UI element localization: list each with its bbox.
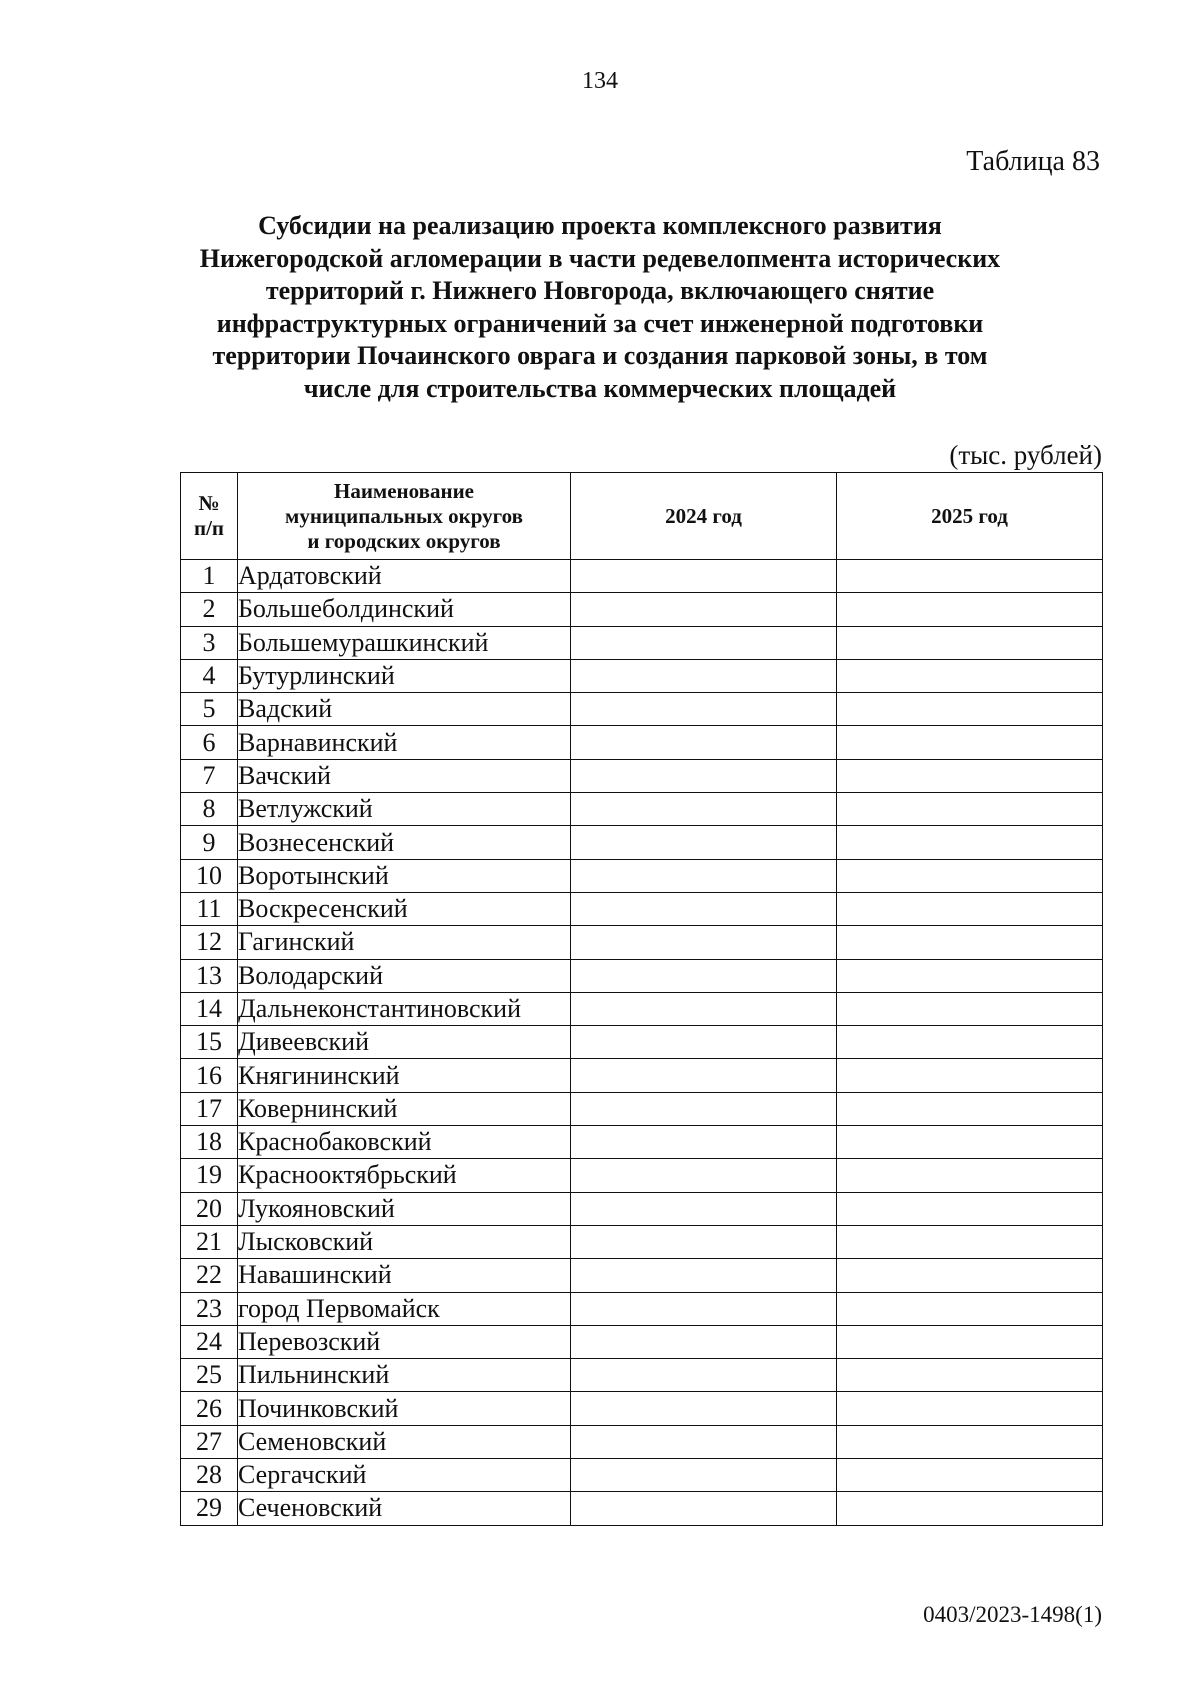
title-line: Субсидии на реализацию проекта комплексного развития <box>258 211 942 240</box>
row-number: 5 <box>181 693 238 726</box>
row-value-2025 <box>837 659 1103 692</box>
row-name: Большемурашкинский <box>238 626 571 659</box>
row-value-2024 <box>571 1292 837 1325</box>
row-value-2024 <box>571 560 837 593</box>
table-row <box>181 726 1103 759</box>
row-value-2025 <box>837 759 1103 792</box>
row-value-2024 <box>571 1259 837 1292</box>
row-number: 1 <box>181 560 238 593</box>
table-row <box>181 1026 1103 1059</box>
table-row <box>181 1192 1103 1225</box>
row-name: Лысковский <box>238 1225 571 1258</box>
table-row <box>181 1492 1103 1525</box>
row-name: Сеченовский <box>238 1492 571 1525</box>
row-value-2024 <box>571 1459 837 1492</box>
row-value-2024 <box>571 892 837 925</box>
row-name: Княгининский <box>238 1059 571 1092</box>
row-number: 19 <box>181 1159 238 1192</box>
row-value-2024 <box>571 659 837 692</box>
table-row <box>181 759 1103 792</box>
row-value-2025 <box>837 793 1103 826</box>
header-name: Наименование муниципальных округов и городских округов <box>238 473 571 560</box>
row-value-2025 <box>837 1392 1103 1425</box>
row-value-2024 <box>571 1126 837 1159</box>
row-name: Починковский <box>238 1392 571 1425</box>
row-value-2025 <box>837 1292 1103 1325</box>
row-value-2024 <box>571 1492 837 1525</box>
row-name: Большеболдинский <box>238 593 571 626</box>
table-row <box>181 1425 1103 1458</box>
row-value-2025 <box>837 1126 1103 1159</box>
row-name: Дальнеконстантиновский <box>238 992 571 1025</box>
row-number: 7 <box>181 759 238 792</box>
table-row <box>181 560 1103 593</box>
row-value-2025 <box>837 1026 1103 1059</box>
row-name: Ветлужский <box>238 793 571 826</box>
table-row <box>181 1359 1103 1392</box>
table-row <box>181 659 1103 692</box>
row-number: 25 <box>181 1359 238 1392</box>
subsidy-table <box>180 472 1103 1526</box>
page-number: 134 <box>582 68 618 94</box>
table-row <box>181 1259 1103 1292</box>
row-number: 22 <box>181 1259 238 1292</box>
table-row <box>181 826 1103 859</box>
document-code: 0403/2023-1498(1) <box>923 1602 1102 1627</box>
row-name: Навашинский <box>238 1259 571 1292</box>
row-name: Бутурлинский <box>238 659 571 692</box>
row-value-2025 <box>837 1092 1103 1125</box>
table-row <box>181 1126 1103 1159</box>
row-name: Семеновский <box>238 1425 571 1458</box>
row-number: 2 <box>181 593 238 626</box>
row-value-2024 <box>571 793 837 826</box>
row-value-2025 <box>837 892 1103 925</box>
row-value-2025 <box>837 560 1103 593</box>
row-value-2024 <box>571 1425 837 1458</box>
table-row <box>181 1225 1103 1258</box>
table-row <box>181 1092 1103 1125</box>
row-value-2025 <box>837 693 1103 726</box>
table-row <box>181 1392 1103 1425</box>
row-number: 10 <box>181 859 238 892</box>
title-line: числе для строительства коммерческих площадей <box>303 373 897 403</box>
row-value-2025 <box>837 1459 1103 1492</box>
row-value-2024 <box>571 1325 837 1358</box>
row-value-2025 <box>837 992 1103 1025</box>
row-value-2024 <box>571 926 837 959</box>
row-name: Володарский <box>238 959 571 992</box>
table-header-row <box>181 473 1103 560</box>
row-value-2024 <box>571 1225 837 1258</box>
row-number: 21 <box>181 1225 238 1258</box>
table-row <box>181 926 1103 959</box>
row-number: 23 <box>181 1292 238 1325</box>
row-value-2024 <box>571 593 837 626</box>
row-name: Сергачский <box>238 1459 571 1492</box>
header-2024: 2024 год <box>571 473 837 560</box>
row-name: Воротынский <box>238 859 571 892</box>
row-name: Вознесенский <box>238 826 571 859</box>
row-value-2025 <box>837 1325 1103 1358</box>
table-row <box>181 1059 1103 1092</box>
row-number: 18 <box>181 1126 238 1159</box>
row-number: 12 <box>181 926 238 959</box>
row-value-2024 <box>571 1092 837 1125</box>
row-value-2024 <box>571 1059 837 1092</box>
row-value-2025 <box>837 726 1103 759</box>
row-value-2024 <box>571 959 837 992</box>
row-value-2024 <box>571 992 837 1025</box>
row-name: Ардатовский <box>238 560 571 593</box>
row-value-2025 <box>837 826 1103 859</box>
title-line: Нижегородской агломерации в части редевелопмента исторических <box>199 243 1001 273</box>
title-line: территории Почаинского оврага и создания парковой зоны, в том <box>212 341 988 370</box>
row-number: 24 <box>181 1325 238 1358</box>
row-value-2024 <box>571 1392 837 1425</box>
row-number: 4 <box>181 659 238 692</box>
table-row <box>181 593 1103 626</box>
row-value-2024 <box>571 1159 837 1192</box>
row-value-2024 <box>571 826 837 859</box>
row-value-2025 <box>837 1225 1103 1258</box>
row-name: Перевозский <box>238 1325 571 1358</box>
title-line: инфраструктурных ограничений за счет инженерной подготовки <box>216 308 984 338</box>
row-value-2024 <box>571 1026 837 1059</box>
row-value-2025 <box>837 1059 1103 1092</box>
row-name: Дивеевский <box>238 1026 571 1059</box>
row-name: Краснооктябрьский <box>238 1159 571 1192</box>
table-row <box>181 1159 1103 1192</box>
row-name: Воскресенский <box>238 892 571 925</box>
row-name: город Первомайск <box>238 1292 571 1325</box>
row-value-2025 <box>837 1425 1103 1458</box>
table-row <box>181 793 1103 826</box>
row-number: 26 <box>181 1392 238 1425</box>
row-value-2024 <box>571 1192 837 1225</box>
row-name: Варнавинский <box>238 726 571 759</box>
document-title <box>190 210 1010 405</box>
table-row <box>181 1292 1103 1325</box>
row-value-2024 <box>571 759 837 792</box>
row-number: 29 <box>181 1492 238 1525</box>
table-row <box>181 959 1103 992</box>
row-name: Вачский <box>238 759 571 792</box>
row-value-2025 <box>837 859 1103 892</box>
row-value-2025 <box>837 1259 1103 1292</box>
row-number: 14 <box>181 992 238 1025</box>
table-row <box>181 859 1103 892</box>
row-number: 3 <box>181 626 238 659</box>
table-row <box>181 892 1103 925</box>
row-value-2024 <box>571 1359 837 1392</box>
row-name: Лукояновский <box>238 1192 571 1225</box>
row-number: 13 <box>181 959 238 992</box>
table-row <box>181 693 1103 726</box>
table-row <box>181 1325 1103 1358</box>
row-value-2025 <box>837 1192 1103 1225</box>
row-number: 6 <box>181 726 238 759</box>
row-number: 16 <box>181 1059 238 1092</box>
row-value-2024 <box>571 626 837 659</box>
title-line: территорий г. Нижнего Новгорода, включающего снятие <box>265 276 935 305</box>
row-name: Вадский <box>238 693 571 726</box>
row-value-2025 <box>837 926 1103 959</box>
row-value-2025 <box>837 1159 1103 1192</box>
row-number: 27 <box>181 1425 238 1458</box>
row-value-2025 <box>837 1359 1103 1392</box>
header-2025: 2025 год <box>837 473 1103 560</box>
row-value-2025 <box>837 626 1103 659</box>
table-row <box>181 1459 1103 1492</box>
row-value-2025 <box>837 1492 1103 1525</box>
row-number: 11 <box>181 892 238 925</box>
table-number: Таблица 83 <box>966 146 1100 177</box>
row-value-2025 <box>837 593 1103 626</box>
row-number: 28 <box>181 1459 238 1492</box>
row-value-2024 <box>571 693 837 726</box>
table-row <box>181 626 1103 659</box>
row-name: Ковернинский <box>238 1092 571 1125</box>
row-number: 20 <box>181 1192 238 1225</box>
row-value-2024 <box>571 859 837 892</box>
header-number: № п/п <box>181 473 238 560</box>
units-label: (тыс. рублей) <box>949 440 1102 470</box>
row-number: 9 <box>181 826 238 859</box>
row-number: 17 <box>181 1092 238 1125</box>
row-name: Пильнинский <box>238 1359 571 1392</box>
table-row <box>181 992 1103 1025</box>
row-name: Гагинский <box>238 926 571 959</box>
row-value-2024 <box>571 726 837 759</box>
row-number: 15 <box>181 1026 238 1059</box>
row-number: 8 <box>181 793 238 826</box>
row-value-2025 <box>837 959 1103 992</box>
row-name: Краснобаковский <box>238 1126 571 1159</box>
